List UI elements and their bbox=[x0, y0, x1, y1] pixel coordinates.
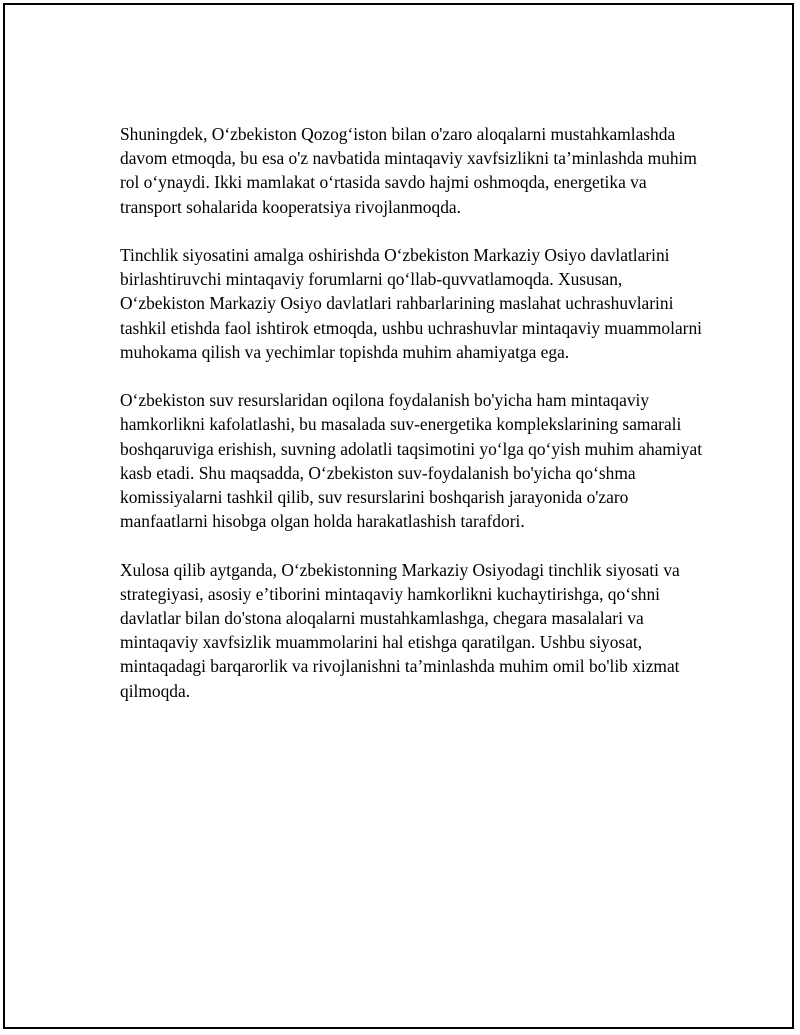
paragraph-1: Shuningdek, Oʻzbekiston Qozogʻiston bilan o'zaro aloqalarni mustahkamlashda davom etmoqda, bu esa o'z navbatida mintaqaviy xavfsizlikni taʼminlashda muhim rol oʻynaydi. Ikki mamlakat oʻrtasida savdo hajmi oshmoqda, energetika va transport sohalarida kooperatsiya rivojlanmoqda. bbox=[120, 124, 697, 217]
paragraph-2: Tinchlik siyosatini amalga oshirishda Oʻzbekiston Markaziy Osiyo davlatlarini birlashtiruvchi mintaqaviy forumlarni qoʻllab-quvvatlamoqda. Xususan, Oʻzbekiston Markaziy Osiyo davlatlari rahbarlarining maslahat uchrashuvlarini tashkil etishda faol ishtirok etmoqda, ushbu uchrashuvlar mintaqaviy muammolarni muhokama qilish va yechimlar topishda muhim ahamiyatga ega. bbox=[120, 245, 702, 362]
paragraph-3: Oʻzbekiston suv resurslaridan oqilona foydalanish bo'yicha ham mintaqaviy hamkorlikni kafolatlashi, bu masalada suv-energetika komplekslarining samarali boshqaruviga erishish, suvning adolatli taqsimotini yoʻlga qoʻyish muhim ahamiyat kasb etadi. Shu maqsadda, Oʻzbekiston suv-foydalanish bo'yicha qoʻshma komissiyalarni tashkil qilib, suv resurslarini boshqarish jarayonida o'zaro manfaatlarni hisobga olgan holda harakatlashish tarafdori. bbox=[120, 390, 703, 532]
document-body bbox=[120, 122, 710, 727]
document-page bbox=[3, 3, 794, 1029]
paragraph-4: Xulosa qilib aytganda, Oʻzbekistonning Markaziy Osiyodagi tinchlik siyosati va strategiyasi, asosiy eʼtiborini mintaqaviy hamkorlikni kuchaytirishga, qoʻshni davlatlar bilan do'stona aloqalarni mustahkamlashga, chegara masalalari va mintaqaviy xavfsizlik muammolarini hal etishga qaratilgan. Ushbu siyosat, mintaqadagi barqarorlik va rivojlanishni taʼminlashda muhim omil bo'lib xizmat qilmoqda. bbox=[120, 559, 680, 701]
